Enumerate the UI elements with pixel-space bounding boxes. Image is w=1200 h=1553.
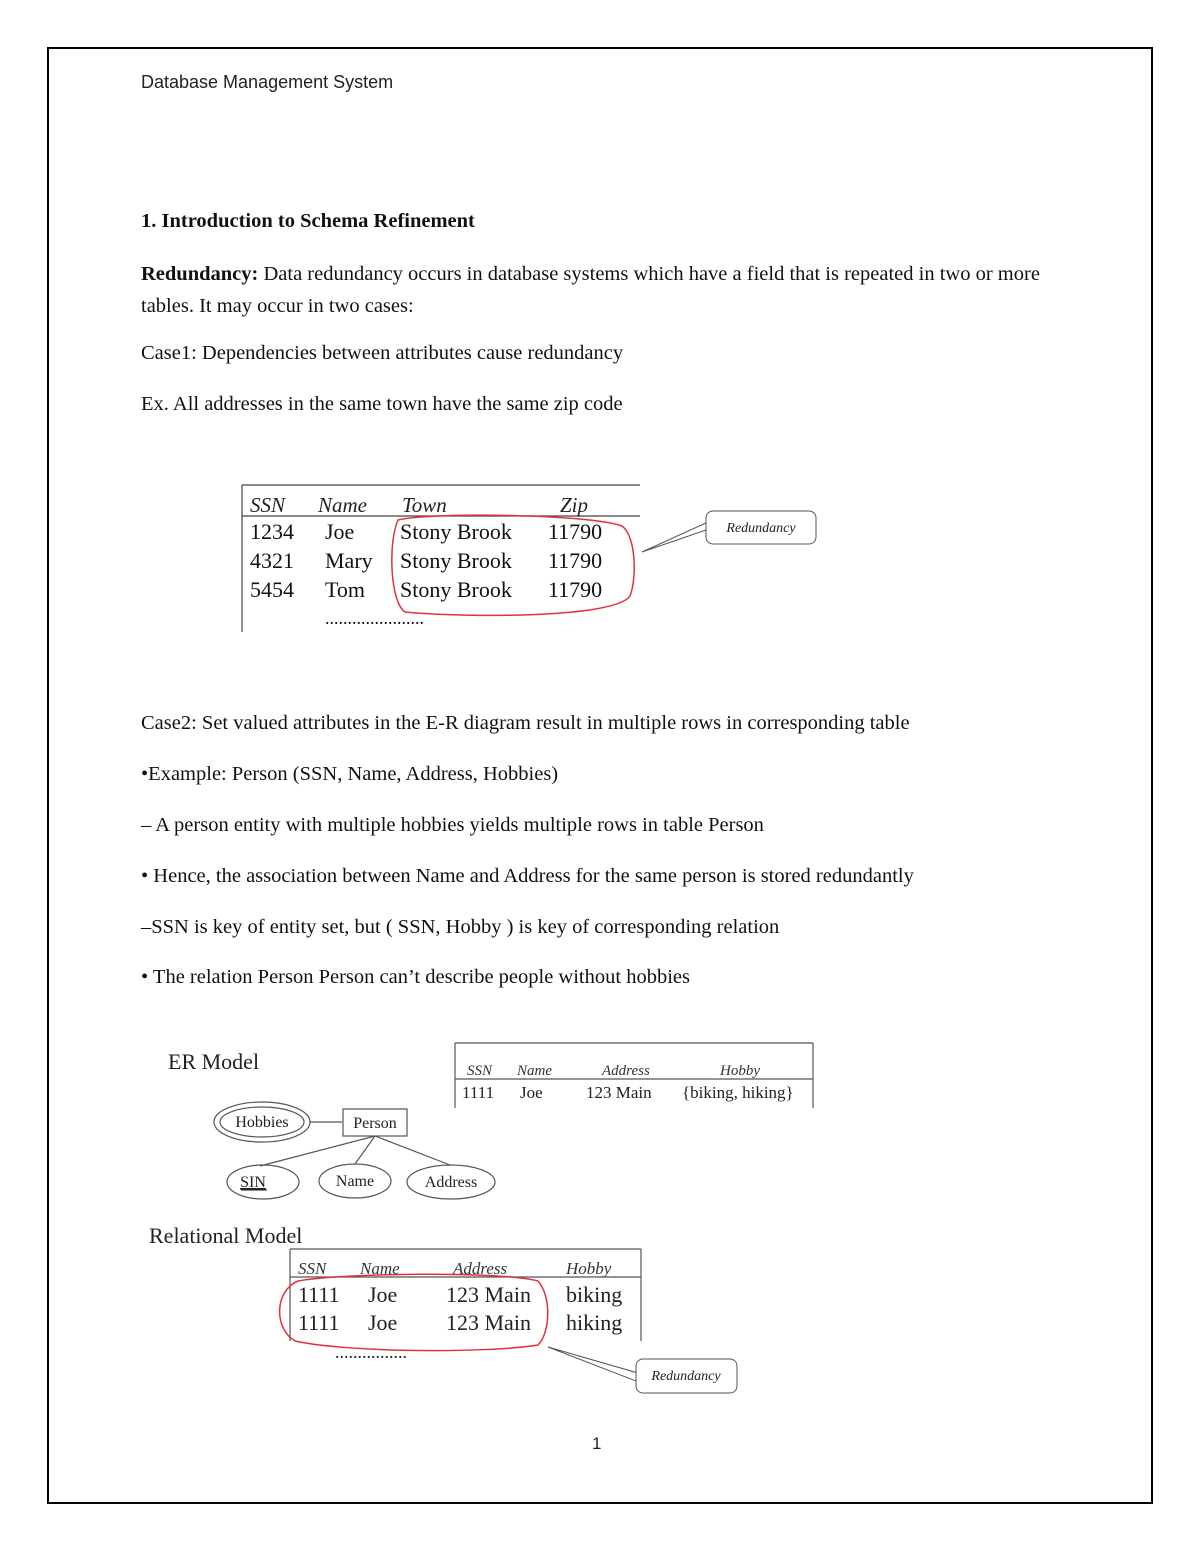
er-cell: Joe [520,1083,543,1102]
redundancy-text: Data redundancy occurs in database systems which have a field that is repeated in two or more tables. It may occur in two cases: [141,263,1040,317]
rel-cell: 123 Main [446,1282,531,1307]
col-header-name: Name [318,493,367,517]
key-attribute-label: SIN [240,1174,266,1191]
rel-col-header: SSN [298,1259,327,1278]
cell-name: Tom [325,577,366,602]
cell-town: Stony Brook [400,577,512,602]
bullet-item: –SSN is key of entity set, but ( SSN, Hobby ) is key of corresponding relation [141,916,780,938]
cell-ssn: 1234 [250,519,294,544]
bullet-item: • The relation Person Person can’t describe people without hobbies [141,966,690,988]
cell-zip: 11790 [548,577,603,602]
callout-pointer [642,522,712,552]
rel-cell: Joe [368,1310,398,1335]
relational-model-title: Relational Model [149,1223,303,1248]
figure-town-zip-table [230,478,830,638]
case1-example: Ex. All addresses in the same town have the same zip code [141,393,623,415]
rel-table-ellipsis: ................ [335,1342,407,1362]
redundancy-label: Redundancy: [141,263,259,285]
rel-cell: Joe [368,1282,398,1307]
cell-ssn: 4321 [250,548,294,573]
col-header-ssn: SSN [250,493,286,517]
er-col-header: SSN [467,1063,493,1079]
cell-town: Stony Brook [400,548,512,573]
figure-er-relational [140,1035,840,1405]
entity-label: Person [353,1115,397,1132]
er-model-title: ER Model [168,1049,260,1074]
rel-cell: 123 Main [446,1310,531,1335]
page-number: 1 [592,1434,602,1453]
bullet-item: •Example: Person (SSN, Name, Address, Hobbies) [141,763,559,785]
case1-text: Case1: Dependencies between attributes cause redundancy [141,342,624,364]
col-header-town: Town [402,493,447,517]
table-ellipsis: ...................... [325,608,424,628]
rel-cell: biking [566,1282,623,1307]
cell-zip: 11790 [548,519,603,544]
er-col-header: Hobby [720,1063,760,1079]
case2-text: Case2: Set valued attributes in the E-R diagram result in multiple rows in corresponding table [141,712,910,734]
rel-cell: 1111 [298,1310,340,1335]
er-cell: {biking, hiking} [682,1083,794,1102]
bullet-item: • Hence, the association between Name and Address for the same person is stored redundantly [141,865,914,887]
multivalued-attribute-label: Hobbies [235,1114,289,1131]
er-cell: 1111 [462,1083,495,1102]
er-link [375,1136,450,1165]
rel-col-header: Hobby [566,1259,612,1278]
callout-pointer [548,1347,638,1381]
attribute-label: Name [335,1173,375,1190]
cell-town: Stony Brook [400,519,512,544]
rel-col-header: Address [453,1259,508,1278]
er-cell: 123 Main [586,1083,652,1102]
cell-ssn: 5454 [250,577,294,602]
attribute-label: Address [424,1174,478,1191]
redundancy-paragraph [141,258,1071,322]
callout-label: Redundancy [726,521,796,536]
rel-cell: hiking [566,1310,623,1335]
er-col-header: Address [602,1063,650,1079]
er-col-header: Name [517,1063,552,1079]
cell-name: Joe [325,519,355,544]
callout-label: Redundancy [651,1369,721,1384]
section-heading: 1. Introduction to Schema Refinement [141,210,475,232]
rel-col-header: Name [360,1259,400,1278]
bullet-item: – A person entity with multiple hobbies yields multiple rows in table Person [141,814,764,836]
rel-cell: 1111 [298,1282,340,1307]
cell-zip: 11790 [548,548,603,573]
cell-name: Mary [325,548,373,573]
page-header: Database Management System [141,72,394,92]
col-header-zip: Zip [560,493,589,517]
